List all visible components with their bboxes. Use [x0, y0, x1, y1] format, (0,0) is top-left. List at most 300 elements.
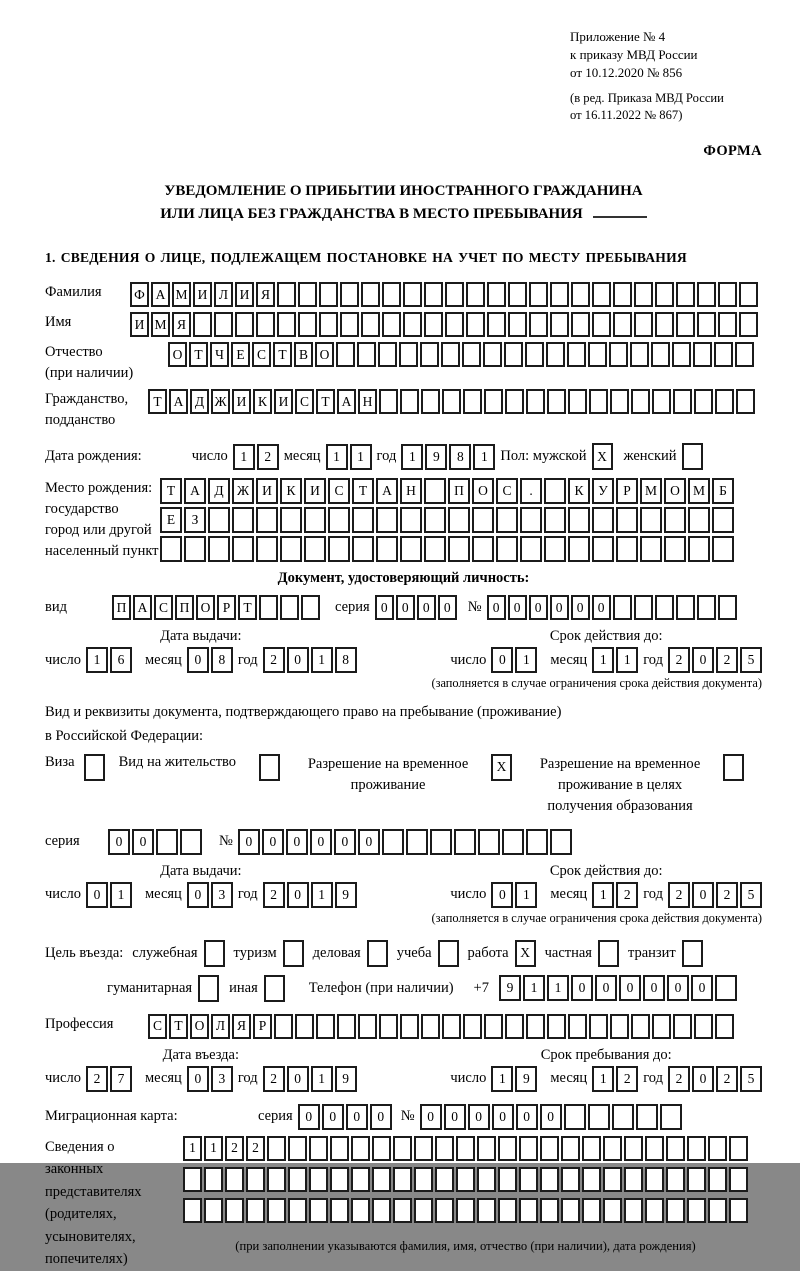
form-cell[interactable] — [351, 1198, 370, 1223]
form-cell[interactable] — [613, 312, 632, 337]
form-cell[interactable]: 2 — [716, 647, 738, 673]
form-cell[interactable]: 9 — [335, 882, 357, 908]
form-cell[interactable] — [352, 536, 374, 562]
form-cell[interactable] — [382, 829, 404, 855]
form-cell[interactable] — [477, 1136, 496, 1161]
form-cell[interactable]: О — [664, 478, 686, 504]
form-cell[interactable]: Т — [189, 342, 208, 367]
form-cell[interactable]: 0 — [571, 975, 593, 1001]
form-cell[interactable] — [393, 1167, 412, 1192]
form-cell[interactable]: Т — [169, 1014, 188, 1039]
form-cell[interactable]: П — [175, 595, 194, 620]
form-cell[interactable] — [298, 312, 317, 337]
form-cell[interactable]: 8 — [335, 647, 357, 673]
form-cell[interactable] — [547, 1014, 566, 1039]
form-cell[interactable] — [445, 312, 464, 337]
form-cell[interactable]: К — [568, 478, 590, 504]
form-cell[interactable]: С — [154, 595, 173, 620]
form-cell[interactable]: 0 — [346, 1104, 368, 1130]
form-cell[interactable] — [598, 940, 619, 967]
form-cell[interactable] — [330, 1198, 349, 1223]
form-cell[interactable] — [379, 1014, 398, 1039]
form-cell[interactable] — [498, 1167, 517, 1192]
form-cell[interactable] — [259, 595, 278, 620]
form-cell[interactable] — [484, 389, 503, 414]
purpose-business-checkbox[interactable] — [204, 940, 225, 967]
form-cell[interactable] — [288, 1198, 307, 1223]
form-cell[interactable] — [466, 282, 485, 307]
form-cell[interactable]: 1 — [515, 882, 537, 908]
form-cell[interactable]: 0 — [692, 882, 714, 908]
form-cell[interactable] — [729, 1167, 748, 1192]
form-cell[interactable]: А — [151, 282, 170, 307]
form-cell[interactable] — [472, 507, 494, 533]
form-cell[interactable] — [399, 342, 418, 367]
form-cell[interactable] — [208, 507, 230, 533]
form-cell[interactable] — [694, 389, 713, 414]
form-cell[interactable]: 2 — [716, 1066, 738, 1092]
form-cell[interactable]: 0 — [444, 1104, 466, 1130]
form-cell[interactable]: 0 — [322, 1104, 344, 1130]
form-cell[interactable] — [655, 312, 674, 337]
form-cell[interactable] — [466, 312, 485, 337]
form-cell[interactable] — [246, 1167, 265, 1192]
form-cell[interactable] — [697, 282, 716, 307]
form-cell[interactable] — [715, 389, 734, 414]
form-cell[interactable]: 0 — [619, 975, 641, 1001]
form-cell[interactable]: 9 — [515, 1066, 537, 1092]
form-cell[interactable]: 0 — [298, 1104, 320, 1130]
form-cell[interactable] — [351, 1136, 370, 1161]
form-cell[interactable] — [592, 507, 614, 533]
form-cell[interactable]: Ч — [210, 342, 229, 367]
form-cell[interactable] — [280, 595, 299, 620]
form-cell[interactable] — [498, 1198, 517, 1223]
form-cell[interactable] — [372, 1136, 391, 1161]
form-cell[interactable] — [568, 536, 590, 562]
form-cell[interactable] — [519, 1136, 538, 1161]
form-cell[interactable]: 1 — [523, 975, 545, 1001]
form-cell[interactable]: Н — [358, 389, 377, 414]
form-cell[interactable]: 1 — [515, 647, 537, 673]
form-cell[interactable] — [504, 342, 523, 367]
form-cell[interactable] — [477, 1167, 496, 1192]
form-cell[interactable] — [571, 312, 590, 337]
form-cell[interactable]: 0 — [667, 975, 689, 1001]
form-cell[interactable] — [676, 282, 695, 307]
form-cell[interactable] — [634, 282, 653, 307]
form-cell[interactable] — [708, 1136, 727, 1161]
form-cell[interactable] — [232, 507, 254, 533]
form-cell[interactable] — [448, 536, 470, 562]
form-cell[interactable] — [588, 1104, 610, 1130]
form-cell[interactable] — [379, 389, 398, 414]
form-cell[interactable] — [400, 536, 422, 562]
form-cell[interactable] — [183, 1198, 202, 1223]
form-cell[interactable] — [673, 389, 692, 414]
form-cell[interactable] — [328, 536, 350, 562]
form-cell[interactable]: 0 — [132, 829, 154, 855]
form-cell[interactable]: 0 — [375, 595, 394, 620]
form-cell[interactable] — [568, 507, 590, 533]
form-cell[interactable]: 0 — [468, 1104, 490, 1130]
purpose-work-checkbox[interactable] — [515, 940, 536, 967]
form-cell[interactable] — [267, 1198, 286, 1223]
form-cell[interactable]: С — [328, 478, 350, 504]
form-cell[interactable] — [498, 1136, 517, 1161]
form-cell[interactable]: О — [190, 1014, 209, 1039]
form-cell[interactable] — [718, 595, 737, 620]
form-cell[interactable]: Ж — [211, 389, 230, 414]
form-cell[interactable]: Т — [352, 478, 374, 504]
form-cell[interactable] — [735, 342, 754, 367]
form-cell[interactable]: 9 — [499, 975, 521, 1001]
form-cell[interactable]: Б — [712, 478, 734, 504]
form-cell[interactable]: 2 — [225, 1136, 244, 1161]
form-cell[interactable] — [718, 282, 737, 307]
form-cell[interactable] — [232, 536, 254, 562]
form-cell[interactable] — [640, 507, 662, 533]
form-cell[interactable]: 1 — [86, 647, 108, 673]
form-cell[interactable] — [267, 1167, 286, 1192]
form-cell[interactable] — [352, 507, 374, 533]
form-cell[interactable]: 2 — [716, 882, 738, 908]
form-cell[interactable] — [540, 1167, 559, 1192]
form-cell[interactable] — [582, 1198, 601, 1223]
form-cell[interactable] — [361, 282, 380, 307]
form-cell[interactable] — [519, 1198, 538, 1223]
form-cell[interactable] — [472, 536, 494, 562]
form-cell[interactable] — [715, 975, 737, 1001]
form-cell[interactable]: 1 — [491, 1066, 513, 1092]
form-cell[interactable]: 0 — [487, 595, 506, 620]
form-cell[interactable]: Р — [616, 478, 638, 504]
form-cell[interactable]: 2 — [616, 1066, 638, 1092]
form-cell[interactable]: З — [184, 507, 206, 533]
form-cell[interactable]: 1 — [311, 882, 333, 908]
form-cell[interactable]: 0 — [187, 647, 209, 673]
form-cell[interactable] — [508, 282, 527, 307]
form-cell[interactable]: 5 — [740, 1066, 762, 1092]
form-cell[interactable]: А — [169, 389, 188, 414]
form-cell[interactable]: 2 — [263, 647, 285, 673]
form-cell[interactable] — [708, 1167, 727, 1192]
form-cell[interactable] — [204, 1198, 223, 1223]
form-cell[interactable]: И — [274, 389, 293, 414]
form-cell[interactable]: О — [315, 342, 334, 367]
form-cell[interactable] — [676, 595, 695, 620]
form-cell[interactable]: Т — [273, 342, 292, 367]
form-cell[interactable] — [214, 312, 233, 337]
form-cell[interactable] — [376, 536, 398, 562]
form-cell[interactable]: С — [148, 1014, 167, 1039]
form-cell[interactable] — [340, 312, 359, 337]
form-cell[interactable] — [519, 1167, 538, 1192]
form-cell[interactable] — [610, 389, 629, 414]
form-cell[interactable] — [280, 536, 302, 562]
form-cell[interactable]: Т — [160, 478, 182, 504]
form-cell[interactable]: 0 — [86, 882, 108, 908]
form-cell[interactable] — [430, 829, 452, 855]
form-cell[interactable]: 3 — [211, 1066, 233, 1092]
form-cell[interactable]: С — [295, 389, 314, 414]
form-cell[interactable] — [687, 1198, 706, 1223]
form-cell[interactable] — [477, 1198, 496, 1223]
form-cell[interactable] — [414, 1198, 433, 1223]
form-cell[interactable] — [616, 536, 638, 562]
form-cell[interactable]: 0 — [692, 1066, 714, 1092]
form-cell[interactable]: И — [256, 478, 278, 504]
form-cell[interactable] — [660, 1104, 682, 1130]
form-cell[interactable] — [540, 1198, 559, 1223]
form-cell[interactable]: 0 — [358, 829, 380, 855]
form-cell[interactable] — [393, 1136, 412, 1161]
form-cell[interactable]: 1 — [592, 647, 614, 673]
form-cell[interactable]: 0 — [420, 1104, 442, 1130]
form-cell[interactable] — [204, 1167, 223, 1192]
form-cell[interactable] — [550, 282, 569, 307]
form-cell[interactable] — [487, 282, 506, 307]
form-cell[interactable] — [208, 536, 230, 562]
form-cell[interactable]: Т — [238, 595, 257, 620]
form-cell[interactable] — [358, 1014, 377, 1039]
form-cell[interactable] — [603, 1167, 622, 1192]
form-cell[interactable] — [666, 1198, 685, 1223]
form-cell[interactable] — [505, 1014, 524, 1039]
form-cell[interactable] — [330, 1167, 349, 1192]
form-cell[interactable]: 9 — [425, 444, 447, 470]
form-cell[interactable]: 2 — [668, 1066, 690, 1092]
form-cell[interactable] — [652, 1014, 671, 1039]
form-cell[interactable] — [546, 342, 565, 367]
form-cell[interactable] — [462, 342, 481, 367]
form-cell[interactable]: 0 — [417, 595, 436, 620]
form-cell[interactable]: 2 — [668, 882, 690, 908]
form-cell[interactable] — [688, 507, 710, 533]
form-cell[interactable] — [421, 389, 440, 414]
form-cell[interactable] — [630, 342, 649, 367]
form-cell[interactable]: П — [448, 478, 470, 504]
form-cell[interactable] — [592, 282, 611, 307]
form-cell[interactable] — [564, 1104, 586, 1130]
form-cell[interactable] — [438, 940, 459, 967]
form-cell[interactable] — [603, 1198, 622, 1223]
form-cell[interactable] — [280, 507, 302, 533]
form-cell[interactable] — [613, 282, 632, 307]
form-cell[interactable] — [180, 829, 202, 855]
form-cell[interactable] — [529, 282, 548, 307]
form-cell[interactable] — [256, 312, 275, 337]
form-cell[interactable]: Т — [148, 389, 167, 414]
temp-permit-checkbox[interactable] — [491, 754, 512, 781]
form-cell[interactable] — [588, 342, 607, 367]
form-cell[interactable]: И — [304, 478, 326, 504]
form-cell[interactable] — [688, 536, 710, 562]
form-cell[interactable] — [435, 1198, 454, 1223]
form-cell[interactable] — [634, 595, 653, 620]
purpose-transit-checkbox[interactable] — [682, 940, 703, 967]
form-cell[interactable] — [682, 443, 703, 470]
form-cell[interactable] — [693, 342, 712, 367]
form-cell[interactable]: 1 — [350, 444, 372, 470]
form-cell[interactable] — [631, 1014, 650, 1039]
form-cell[interactable] — [592, 536, 614, 562]
form-cell[interactable] — [441, 342, 460, 367]
form-cell[interactable] — [372, 1167, 391, 1192]
form-cell[interactable] — [267, 1136, 286, 1161]
form-cell[interactable] — [283, 940, 304, 967]
form-cell[interactable] — [403, 282, 422, 307]
form-cell[interactable]: С — [252, 342, 271, 367]
form-cell[interactable] — [225, 1198, 244, 1223]
form-cell[interactable] — [487, 312, 506, 337]
form-cell[interactable]: Д — [190, 389, 209, 414]
form-cell[interactable] — [372, 1198, 391, 1223]
purpose-private-checkbox[interactable] — [598, 940, 619, 967]
form-cell[interactable]: 5 — [740, 882, 762, 908]
form-cell[interactable] — [382, 312, 401, 337]
form-cell[interactable]: 0 — [550, 595, 569, 620]
form-cell[interactable] — [561, 1198, 580, 1223]
form-cell[interactable] — [664, 536, 686, 562]
form-cell[interactable] — [316, 1014, 335, 1039]
form-cell[interactable] — [400, 507, 422, 533]
form-cell[interactable] — [442, 389, 461, 414]
form-cell[interactable] — [561, 1136, 580, 1161]
form-cell[interactable]: X — [515, 940, 536, 967]
form-cell[interactable] — [526, 829, 548, 855]
form-cell[interactable] — [288, 1136, 307, 1161]
form-cell[interactable] — [624, 1136, 643, 1161]
form-cell[interactable] — [582, 1136, 601, 1161]
form-cell[interactable]: 0 — [108, 829, 130, 855]
form-cell[interactable]: 0 — [691, 975, 713, 1001]
sex-female-checkbox[interactable] — [682, 443, 703, 470]
form-cell[interactable]: 1 — [401, 444, 423, 470]
form-cell[interactable]: 2 — [86, 1066, 108, 1092]
form-cell[interactable] — [337, 1014, 356, 1039]
form-cell[interactable] — [277, 282, 296, 307]
form-cell[interactable] — [655, 595, 674, 620]
form-cell[interactable] — [544, 507, 566, 533]
form-cell[interactable]: О — [168, 342, 187, 367]
form-cell[interactable]: М — [151, 312, 170, 337]
form-cell[interactable] — [715, 1014, 734, 1039]
form-cell[interactable] — [631, 389, 650, 414]
form-cell[interactable]: Я — [256, 282, 275, 307]
form-cell[interactable] — [424, 478, 446, 504]
form-cell[interactable] — [568, 389, 587, 414]
form-cell[interactable] — [304, 536, 326, 562]
form-cell[interactable] — [403, 312, 422, 337]
form-cell[interactable]: 0 — [595, 975, 617, 1001]
form-cell[interactable] — [567, 342, 586, 367]
form-cell[interactable] — [571, 282, 590, 307]
form-cell[interactable] — [456, 1136, 475, 1161]
form-cell[interactable] — [655, 282, 674, 307]
form-cell[interactable] — [367, 940, 388, 967]
form-cell[interactable] — [420, 342, 439, 367]
form-cell[interactable] — [319, 282, 338, 307]
form-cell[interactable] — [259, 754, 280, 781]
form-cell[interactable] — [729, 1198, 748, 1223]
form-cell[interactable] — [256, 507, 278, 533]
form-cell[interactable]: 1 — [592, 1066, 614, 1092]
form-cell[interactable] — [529, 312, 548, 337]
form-cell[interactable]: К — [253, 389, 272, 414]
form-cell[interactable] — [400, 389, 419, 414]
form-cell[interactable] — [616, 507, 638, 533]
form-cell[interactable]: И — [130, 312, 149, 337]
form-cell[interactable] — [288, 1167, 307, 1192]
visa-checkbox[interactable] — [84, 754, 105, 781]
form-cell[interactable] — [561, 1167, 580, 1192]
form-cell[interactable] — [309, 1198, 328, 1223]
form-cell[interactable] — [609, 342, 628, 367]
form-cell[interactable]: У — [592, 478, 614, 504]
form-cell[interactable]: М — [172, 282, 191, 307]
form-cell[interactable] — [204, 940, 225, 967]
form-cell[interactable] — [694, 1014, 713, 1039]
form-cell[interactable]: Л — [211, 1014, 230, 1039]
form-cell[interactable] — [424, 312, 443, 337]
form-cell[interactable]: Р — [253, 1014, 272, 1039]
form-cell[interactable]: О — [472, 478, 494, 504]
form-cell[interactable] — [634, 312, 653, 337]
form-cell[interactable]: X — [491, 754, 512, 781]
form-cell[interactable] — [330, 1136, 349, 1161]
form-cell[interactable] — [547, 389, 566, 414]
form-cell[interactable] — [340, 282, 359, 307]
form-cell[interactable]: 0 — [286, 829, 308, 855]
form-cell[interactable]: А — [376, 478, 398, 504]
form-cell[interactable]: 0 — [187, 882, 209, 908]
form-cell[interactable] — [645, 1136, 664, 1161]
form-cell[interactable] — [676, 312, 695, 337]
form-cell[interactable] — [198, 975, 219, 1002]
form-cell[interactable]: 1 — [616, 647, 638, 673]
form-cell[interactable] — [613, 595, 632, 620]
form-cell[interactable]: С — [496, 478, 518, 504]
form-cell[interactable] — [645, 1198, 664, 1223]
form-cell[interactable]: 1 — [547, 975, 569, 1001]
form-cell[interactable] — [448, 507, 470, 533]
form-cell[interactable]: П — [112, 595, 131, 620]
form-cell[interactable]: Я — [232, 1014, 251, 1039]
form-cell[interactable] — [256, 536, 278, 562]
form-cell[interactable]: 1 — [110, 882, 132, 908]
form-cell[interactable]: А — [184, 478, 206, 504]
form-cell[interactable] — [336, 342, 355, 367]
form-cell[interactable]: И — [232, 389, 251, 414]
form-cell[interactable] — [435, 1136, 454, 1161]
form-cell[interactable]: 0 — [491, 647, 513, 673]
form-cell[interactable] — [589, 389, 608, 414]
form-cell[interactable] — [666, 1136, 685, 1161]
form-cell[interactable] — [712, 507, 734, 533]
form-cell[interactable]: О — [196, 595, 215, 620]
form-cell[interactable]: 2 — [263, 1066, 285, 1092]
purpose-tourism-checkbox[interactable] — [283, 940, 304, 967]
form-cell[interactable] — [568, 1014, 587, 1039]
form-cell[interactable]: 0 — [238, 829, 260, 855]
form-cell[interactable]: 1 — [311, 647, 333, 673]
form-cell[interactable] — [582, 1167, 601, 1192]
form-cell[interactable] — [496, 536, 518, 562]
form-cell[interactable] — [424, 536, 446, 562]
form-cell[interactable] — [301, 595, 320, 620]
form-cell[interactable] — [505, 389, 524, 414]
